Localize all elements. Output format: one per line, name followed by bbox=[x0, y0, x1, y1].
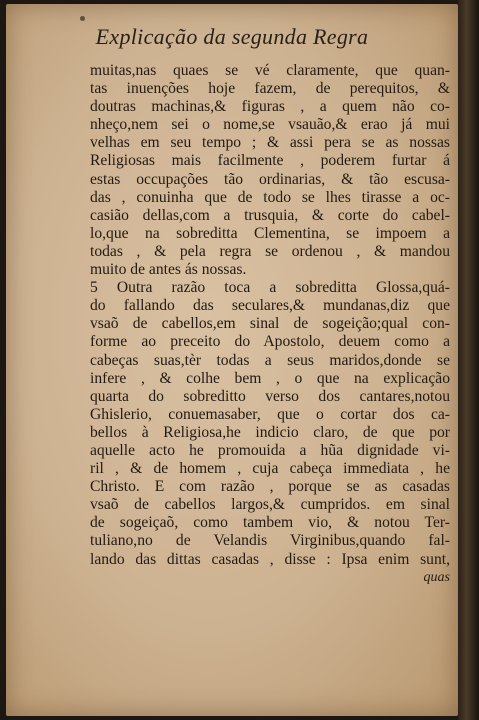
text-line: de sogeiçaõ, como tambem vio, & notou Ter- bbox=[90, 514, 450, 532]
text-line: lo,que na sobreditta Clementina, se impoem a bbox=[90, 224, 450, 242]
text-line: cabeças suas,tèr todas a seus maridos,donde se bbox=[90, 351, 450, 369]
book-page bbox=[6, 4, 458, 716]
text-line: aquelle acto he promouida a hũa dignidade vi- bbox=[90, 441, 450, 459]
text-line: bellos à Religiosa,he indicio claro, de que por bbox=[90, 423, 450, 441]
text-line: infere , & colhe bem , o que na explicação bbox=[90, 369, 450, 387]
text-line: muito de antes ás nossas. bbox=[90, 261, 247, 279]
text-line: muitas,nas quaes se vé claramente, que quan- bbox=[90, 62, 450, 79]
text-line: nheço,nem sei o nome,se vsauão,& erao já mui bbox=[90, 116, 450, 134]
text-line: vsaõ de cabellos largos,& cumpridos. em sinal bbox=[90, 496, 450, 514]
text-line: ril , & de homem , cuja cabeça immediata , he bbox=[90, 460, 450, 478]
text-line: vsaõ de cabellos,em sinal de sogeição;qual con- bbox=[90, 315, 450, 333]
text-line: Religiosas mais facilmente , poderem furtar á bbox=[90, 152, 450, 170]
text-line: doutras machinas,& figuras , a quem não co- bbox=[90, 98, 450, 116]
text-line: estas occupações tão ordinarias, & tão escusa- bbox=[90, 170, 450, 188]
text-line: quarta do sobreditto verso dos cantares,notou bbox=[90, 387, 450, 405]
text-line: Ghislerio, conuemasaber, que o cortar dos ca- bbox=[90, 405, 450, 423]
ink-blot bbox=[80, 16, 85, 21]
text-line: tuliano,no de Velandis Virginibus,quando fal- bbox=[90, 532, 450, 550]
running-title: Explicação da segunda Regra bbox=[95, 24, 369, 49]
text-line: todas , & pela regra se ordenou , & mandou bbox=[90, 242, 450, 260]
text-line: casião dellas,com a trusquia, & corte do cabel- bbox=[90, 206, 450, 224]
text-line: 5 Outra razão toca a sobreditta Glossa,quá- bbox=[90, 279, 450, 297]
text-line: tas inuenções hoje fazem, de perequitos, & bbox=[90, 80, 450, 98]
text-line: velhas em seu tempo ; & assi pera se as nossas bbox=[90, 134, 450, 152]
text-line: do fallando das seculares,& mundanas,diz que bbox=[90, 297, 450, 315]
catchword: quas bbox=[423, 569, 450, 585]
text-line: das , conuinha que de todo se lhes tirasse a oc- bbox=[90, 188, 450, 206]
text-line: lando das dittas casadas , disse : Ipsa enim sunt, bbox=[90, 550, 450, 568]
text-line: forme ao preceito do Apostolo, deuem como a bbox=[90, 333, 450, 351]
body-text bbox=[90, 62, 450, 587]
book-gutter bbox=[458, 0, 479, 720]
text-line: Christo. E com razão , porque se as casadas bbox=[90, 478, 450, 496]
